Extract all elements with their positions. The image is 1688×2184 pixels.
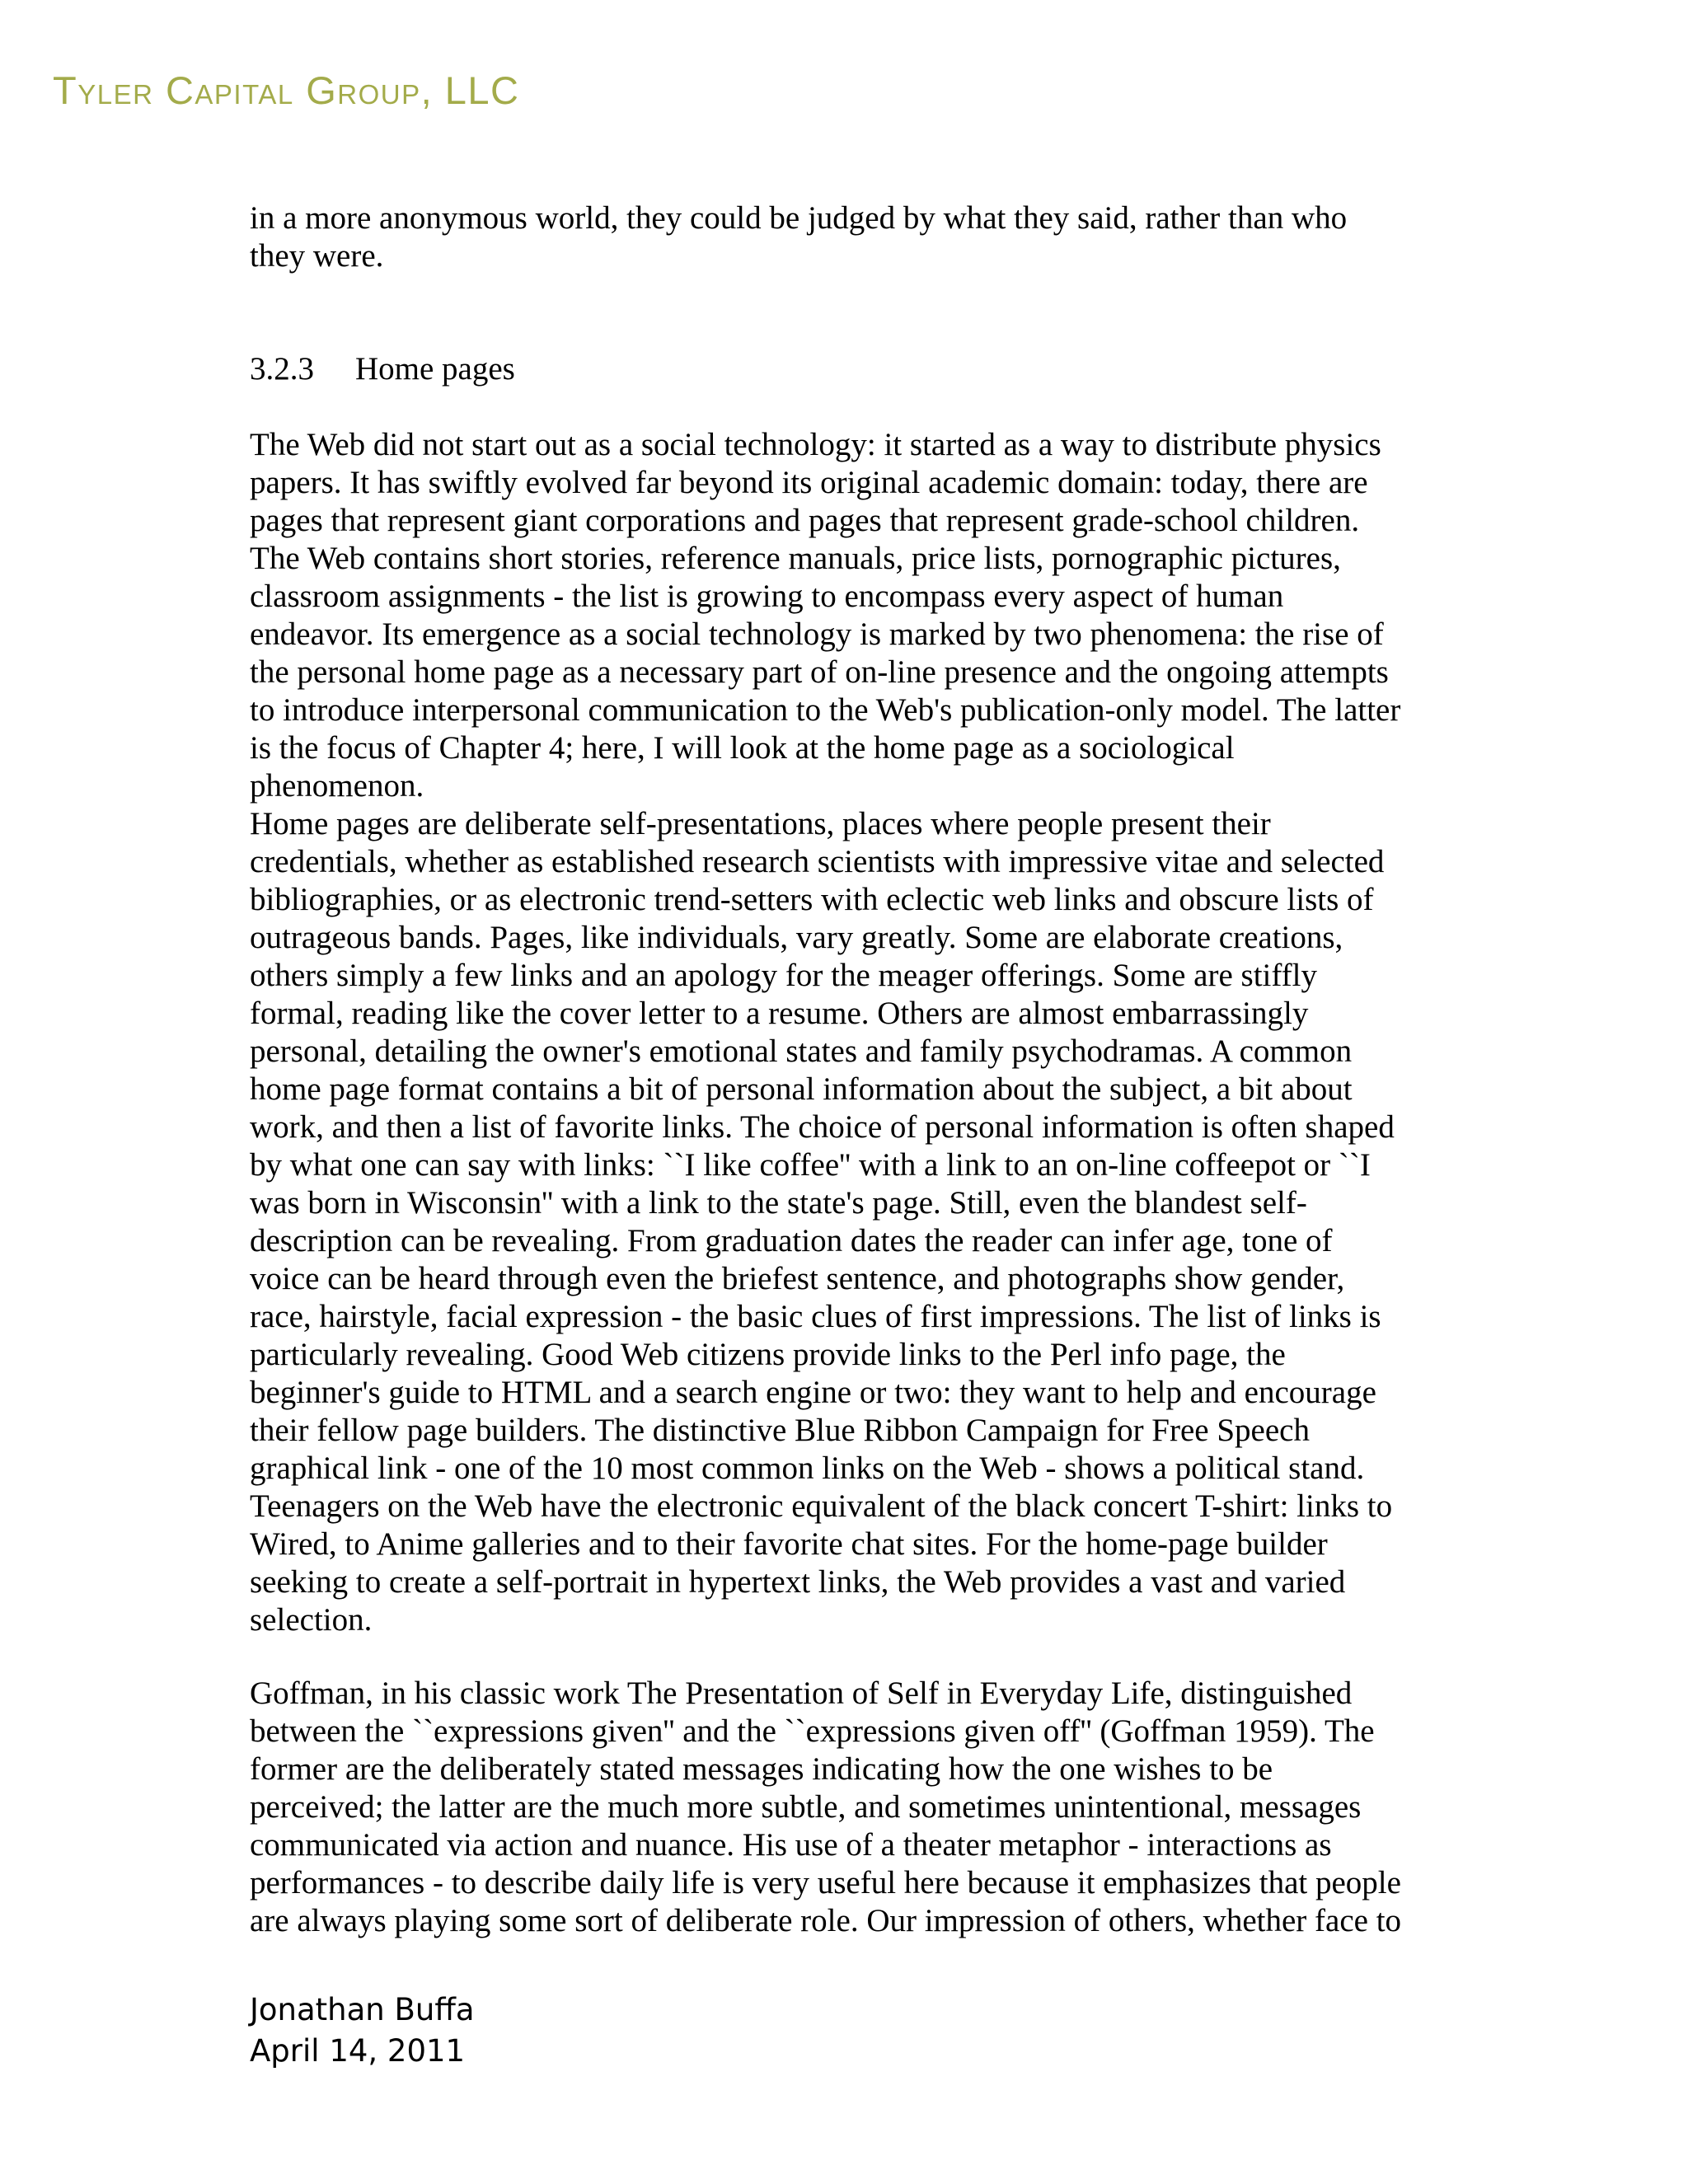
section-number: 3.2.3 xyxy=(250,351,314,387)
paragraph-goffman xyxy=(250,1675,1453,1940)
company-header: Tyler Capital Group, LLC xyxy=(53,68,520,112)
paragraph-home-pages xyxy=(250,805,1453,1639)
section-title: Home pages xyxy=(355,351,515,387)
intro-text: in a more anonymous world, they could be judged by what they said, rather than who they were. xyxy=(250,200,1348,274)
section-heading xyxy=(250,350,515,388)
paragraph-text: Goffman, in his classic work The Presentation of Self in Everyday Life, distinguished between the ``expressions given'' and the ``expressions given off'' (Goffman 1959). The former are the deliberately stated messages indicating how the one wishes to be perceived; the latter are the much more subtle, and sometimes unintentional, messages communicated via action and nuance. His use of a theater metaphor - interactions as performances - to describe daily life is very useful here because it emphasizes that people are always playing some sort of deliberate role. Our impression of others, whether face to xyxy=(250,1675,1402,1938)
page-footer xyxy=(250,1990,475,2072)
footer-date: April 14, 2011 xyxy=(250,2033,466,2069)
paragraph-text: The Web did not start out as a social technology: it started as a way to distribute physics papers. It has swiftly evolved far beyond its original academic domain: today, there are pages that represent giant corporations and pages that represent grade-school children. The Web contains short stories, reference manuals, price lists, pornographic pictures, classroom assignments - the list is growing to encompass every aspect of human endeavor. Its emergence as a social technology is marked by two phenomena: the rise of the personal home page as a necessary part of on-line presence and the ongoing attempts to introduce interpersonal communication to the Web's publication-only model. The latter is the focus of Chapter 4; here, I will look at the home page as a sociological phenomenon. xyxy=(250,427,1401,804)
paragraph-web-origins xyxy=(250,426,1453,805)
paragraph-text: Home pages are deliberate self-presentations, places where people present their credentials, whether as established research scientists with impressive vitae and selected bibliographies, or as electronic trend-setters with eclectic web links and obscure lists of outrageous bands. Pages, like individuals, vary greatly. Some are elaborate creations, others simply a few links and an apology for the meager offerings. Some are stiffly formal, reading like the cover letter to a resume. Others are almost embarrassingly personal, detailing the owner's emotional states and family psychodramas. A common home page format contains a bit of personal information about the subject, a bit about work, and then a list of favorite links. The choice of personal information is often shaped by what one can say with links: ``I like coffee'' with a link to an on-line coffeepot or ``I was born in Wisconsin'' with a link to the state's page. Still, even the blandest self- description can be revealing. From graduation dates the reader can infer age, tone of voice can be heard through even the briefest sentence, and photographs show gender, race, hairstyle, facial expression - the basic clues of first impressions. The list of links is particularly revealing. Good Web citizens provide links to the Perl info page, the beginner's guide to HTML and a search engine or two: they want to help and encourage their fellow page builders. The distinctive Blue Ribbon Campaign for Free Speech graphical link - one of the 10 most common links on the Web - shows a political stand. Teenagers on the Web have the electronic equivalent of the black concert T-shirt: links to Wired, to Anime galleries and to their favorite chat sites. For the home-page builder seeking to create a self-portrait in hypertext links, the Web provides a vast and varied selection. xyxy=(250,806,1395,1638)
intro-paragraph xyxy=(250,199,1453,275)
footer-author: Jonathan Buffa xyxy=(250,1992,475,2027)
